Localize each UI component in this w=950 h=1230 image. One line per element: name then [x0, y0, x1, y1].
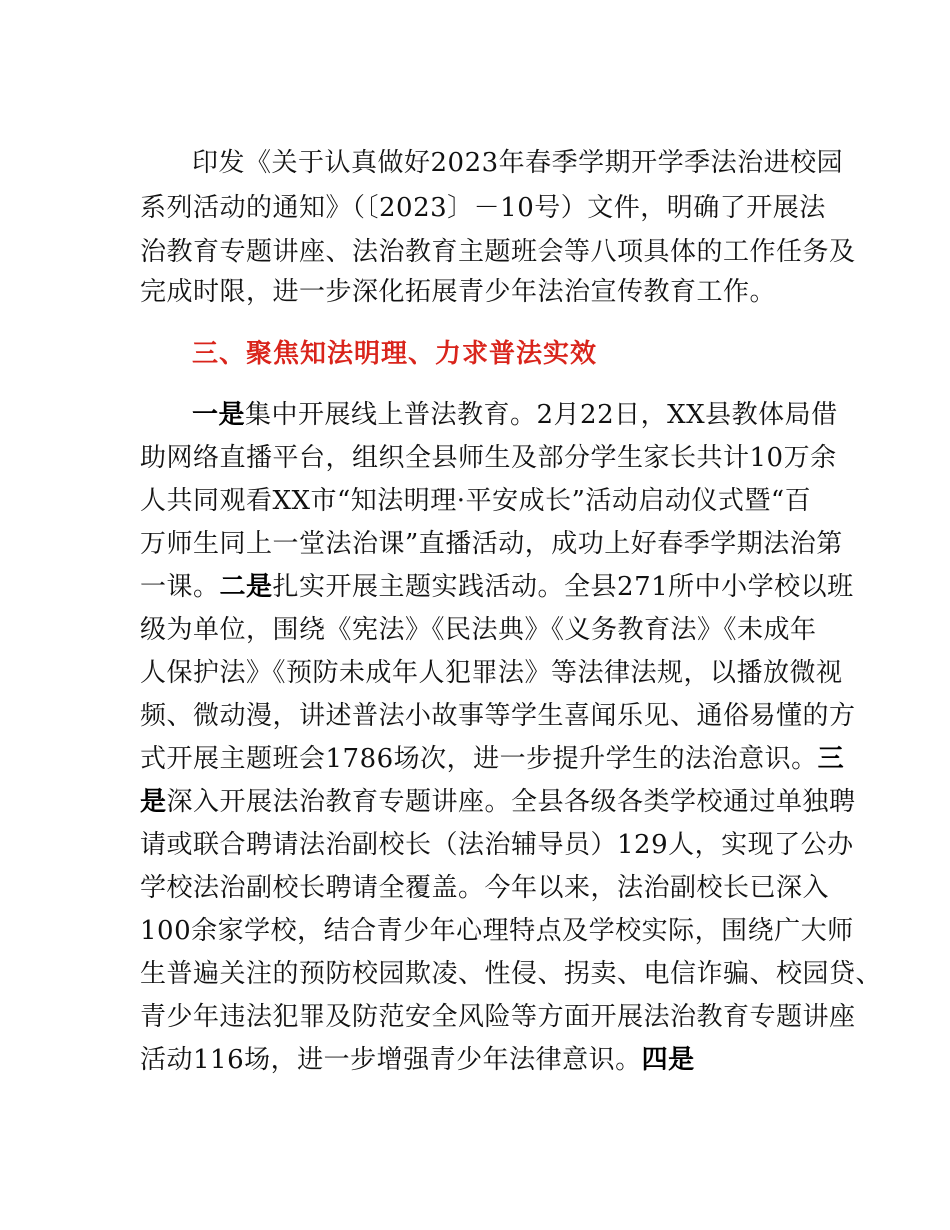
emphasis-third-start: 三	[817, 744, 845, 774]
paragraph-2-line-6: 级为单位，围绕《宪法》《民法典》《义务教育法》《未成年	[140, 615, 817, 645]
paragraph-2-line-5-text: 扎实开展主题实践活动。全县271所中小学校以班	[272, 572, 854, 602]
paragraph-2-line-11: 请或联合聘请法治副校长（法治辅导员）129人，实现了公办	[140, 830, 854, 860]
emphasis-first: 一是	[192, 400, 246, 430]
paragraph-1-line-3: 治教育专题讲座、法治教育主题班会等八项具体的工作任务及	[140, 237, 856, 267]
paragraph-2-line-1-text: 集中开展线上普法教育。2月22日，XX县教体局借	[245, 400, 838, 430]
emphasis-second: 二是	[219, 572, 273, 602]
paragraph-2-line-7: 人保护法》《预防未成年人犯罪法》等法律法规，以播放微视	[140, 658, 843, 688]
paragraph-2-line-9	[140, 739, 844, 779]
paragraph-2-line-1	[192, 395, 838, 435]
paragraph-2-line-2: 助网络直播平台，组织全县师生及部分学生家长共计10万余	[140, 443, 837, 473]
paragraph-2-line-16	[140, 1040, 695, 1080]
emphasis-fourth: 四是	[641, 1045, 695, 1075]
paragraph-2-line-16-text: 活动116场，进一步增强青少年法律意识。	[140, 1045, 642, 1075]
paragraph-1-line-2: 系列活动的通知》（〔2023〕－10号）文件，明确了开展法	[140, 193, 826, 223]
paragraph-2-line-3: 人共同观看XX市“知法明理·平安成长”活动启动仪式暨“百	[140, 486, 812, 516]
section-heading: 三、聚焦知法明理、力求普法实效	[192, 339, 598, 369]
emphasis-third-end: 是	[140, 787, 167, 817]
paragraph-2-line-5	[140, 567, 854, 607]
paragraph-1-line-4: 完成时限，进一步深化拓展青少年法治宣传教育工作。	[140, 277, 777, 307]
paragraph-2-line-4: 万师生同上一堂法治课”直播活动，成功上好春季学期法治第	[140, 529, 843, 559]
paragraph-2-line-10-text: 深入开展法治教育专题讲座。全县各级各类学校通过单独聘	[166, 787, 856, 817]
paragraph-2-line-10	[140, 782, 856, 822]
paragraph-2-line-14: 生普遍关注的预防校园欺凌、性侵、拐卖、电信诈骗、校园贷、	[140, 959, 883, 989]
paragraph-2-line-5-pre: 一课。	[140, 572, 220, 602]
paragraph-2-line-8: 频、微动漫，讲述普法小故事等学生喜闻乐见、通俗易懂的方	[140, 701, 856, 731]
paragraph-2-line-13: 100余家学校，结合青少年心理特点及学校实际，围绕广大师	[140, 916, 854, 946]
paragraph-2-line-9-text: 式开展主题班会1786场次，进一步提升学生的法治意识。	[140, 744, 818, 774]
paragraph-2-line-12: 学校法治副校长聘请全覆盖。今年以来，法治副校长已深入	[140, 873, 830, 903]
paragraph-1-line-1: 印发《关于认真做好2023年春季学期开学季法治进校园	[192, 148, 844, 178]
paragraph-2-line-15: 青少年违法犯罪及防范安全风险等方面开展法治教育专题讲座	[140, 1002, 856, 1032]
